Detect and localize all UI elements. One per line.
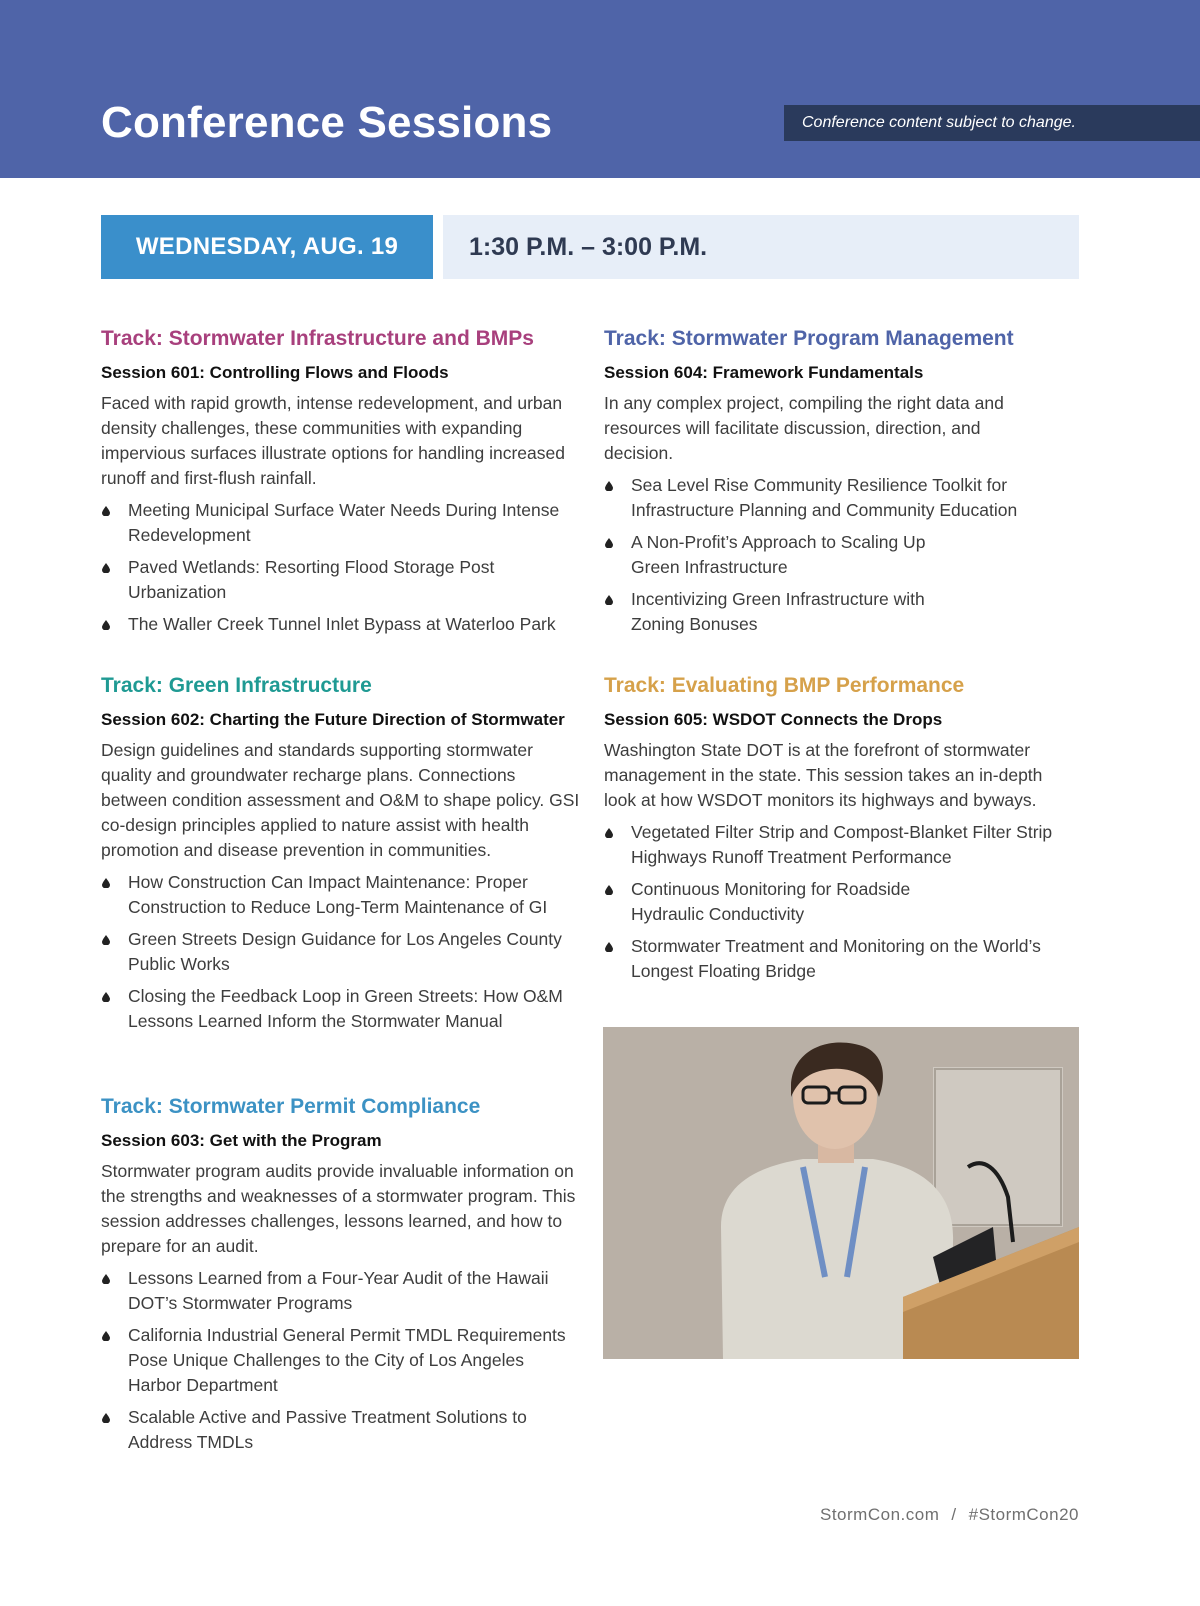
day-label: WEDNESDAY, AUG. 19 [101, 215, 433, 279]
droplet-icon [102, 506, 110, 516]
droplet-icon [102, 1331, 110, 1341]
track-title: Track: Stormwater Permit Compliance [101, 1095, 481, 1118]
droplet-icon [102, 992, 110, 1002]
list-item: Green Streets Design Guidance for Los Angeles County Public Works [101, 927, 581, 977]
time-label: 1:30 P.M. – 3:00 P.M. [443, 215, 1079, 279]
page-title: Conference Sessions [101, 98, 553, 147]
session-description: In any complex project, compiling the right data and resources will facilitate discussion, direction, and decision. [604, 393, 1004, 463]
session-description: Faced with rapid growth, intense redevelopment, and urban density challenges, these communities with expanding impervious surfaces illustrate options for handling increased runoff and first-flush rainfall. [101, 393, 565, 488]
session-description: Stormwater program audits provide invaluable information on the strengths and weaknesses of a stormwater program. This session addresses challenges, lessons learned, and how to prepare for an audit. [101, 1161, 576, 1256]
session-list [604, 820, 1079, 984]
list-item: Scalable Active and Passive Treatment Solutions to Address TMDLs [101, 1405, 581, 1455]
track-title: Track: Evaluating BMP Performance [604, 674, 965, 697]
track-infrastructure [101, 326, 581, 644]
list-item: Lessons Learned from a Four-Year Audit of the Hawaii DOT’s Stormwater Programs [101, 1266, 581, 1316]
droplet-icon [605, 885, 613, 895]
content-notice: Conference content subject to change. [784, 105, 1200, 141]
list-item: Closing the Feedback Loop in Green Streets: How O&M Lessons Learned Inform the Stormwater Manual [101, 984, 581, 1034]
track-permit-compliance [101, 1094, 581, 1462]
session-title: Session 604: Framework Fundamentals [604, 363, 924, 382]
droplet-icon [605, 481, 613, 491]
list-item: Stormwater Treatment and Monitoring on the World’s Longest Floating Bridge [604, 934, 1079, 984]
track-green-infrastructure [101, 673, 581, 1041]
droplet-icon [605, 942, 613, 952]
list-item: Incentivizing Green Infrastructure with Zoning Bonuses [604, 587, 1079, 637]
track-bmp-performance [604, 673, 1079, 991]
page-header [0, 0, 1200, 178]
site-link[interactable]: StormCon.com [820, 1505, 940, 1524]
session-title: Session 601: Controlling Flows and Floods [101, 363, 449, 382]
track-title: Track: Stormwater Program Management [604, 327, 1014, 350]
session-list [101, 870, 581, 1034]
session-list [101, 498, 581, 637]
list-item: Continuous Monitoring for Roadside Hydraulic Conductivity [604, 877, 1079, 927]
list-item: The Waller Creek Tunnel Inlet Bypass at Waterloo Park [101, 612, 581, 637]
droplet-icon [102, 620, 110, 630]
list-item: Vegetated Filter Strip and Compost-Blanket Filter Strip Highways Runoff Treatment Performance [604, 820, 1079, 870]
list-item: Meeting Municipal Surface Water Needs During Intense Redevelopment [101, 498, 581, 548]
footer-separator: / [951, 1505, 957, 1524]
list-item: California Industrial General Permit TMDL Requirements Pose Unique Challenges to the City of Los Angeles Harbor Department [101, 1323, 581, 1398]
session-list [101, 1266, 581, 1455]
footer [700, 1505, 1079, 1525]
track-program-management [604, 326, 1079, 644]
session-title: Session 605: WSDOT Connects the Drops [604, 710, 943, 729]
session-description: Washington State DOT is at the forefront of stormwater management in the state. This session takes an in-depth look at how WSDOT monitors its highways and byways. [604, 740, 1043, 810]
droplet-icon [605, 595, 613, 605]
droplet-icon [605, 828, 613, 838]
list-item: Sea Level Rise Community Resilience Toolkit for Infrastructure Planning and Community Education [604, 473, 1079, 523]
droplet-icon [102, 935, 110, 945]
droplet-icon [605, 538, 613, 548]
session-list [604, 473, 1079, 637]
session-title: Session 603: Get with the Program [101, 1131, 382, 1150]
droplet-icon [102, 1274, 110, 1284]
session-description: Design guidelines and standards supporting stormwater quality and groundwater recharge plans. Connections between condition assessment and O&M to shape policy. GSI co-design principles applied to nature assist with health promotion and disease prevention in communities. [101, 740, 580, 860]
session-title: Session 602: Charting the Future Direction of Stormwater [101, 710, 565, 729]
list-item: How Construction Can Impact Maintenance: Proper Construction to Reduce Long-Term Maintenance of GI [101, 870, 581, 920]
droplet-icon [102, 563, 110, 573]
list-item: Paved Wetlands: Resorting Flood Storage Post Urbanization [101, 555, 581, 605]
list-item: A Non-Profit’s Approach to Scaling Up Green Infrastructure [604, 530, 1079, 580]
droplet-icon [102, 878, 110, 888]
hashtag: #StormCon20 [968, 1505, 1079, 1524]
track-title: Track: Stormwater Infrastructure and BMPs [101, 327, 534, 350]
speaker-photo [603, 1027, 1079, 1359]
track-title: Track: Green Infrastructure [101, 674, 372, 697]
droplet-icon [102, 1413, 110, 1423]
